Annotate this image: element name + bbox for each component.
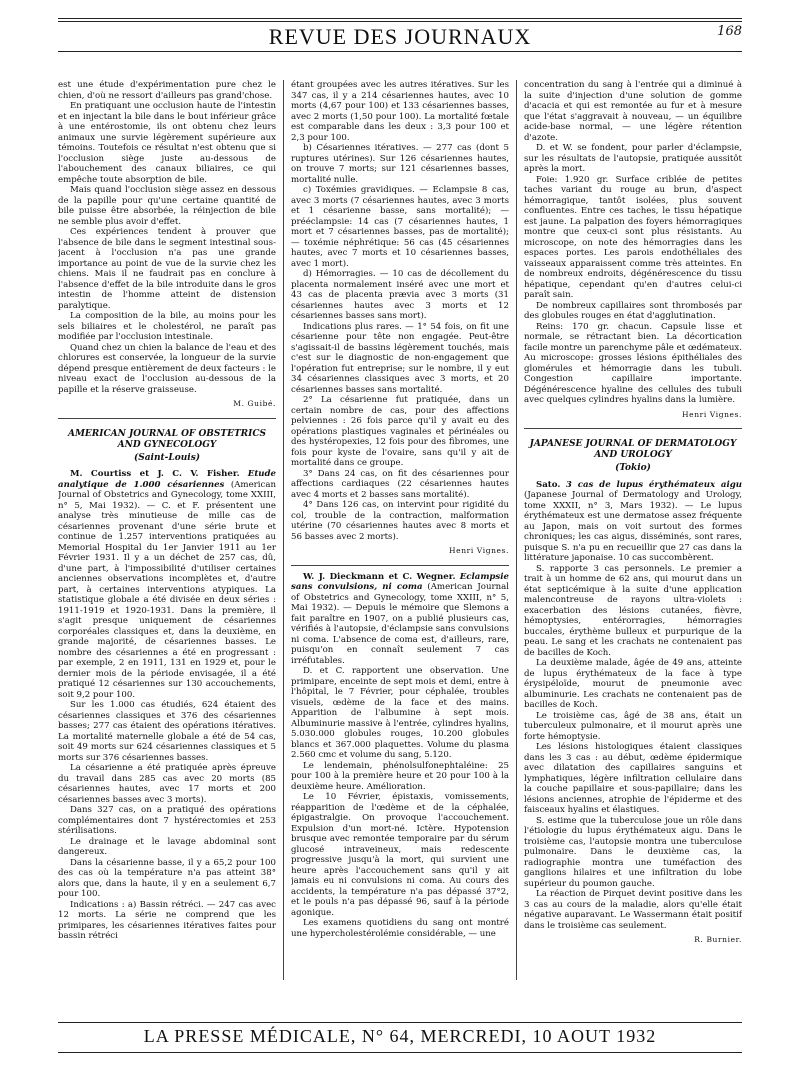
paragraph: d) Hémorragies. — 10 cas de décollement du placenta normalement inséré avec une mort et 43 cas de placenta prævia avec 3 morts (31 césariennes hautes avec 3 morts et 12 césariennes basses sans mort). bbox=[291, 269, 509, 321]
paragraph: Mais quand l'occlusion siège assez en dessous de la papille pour qu'une certaine quantité de bile puisse être absorbée, la réinjection de bile ne semble plus avoir d'effet. bbox=[58, 185, 276, 227]
author-signature: M. Guibé. bbox=[233, 399, 276, 408]
paragraph: étant groupées avec les autres itératives. Sur les 347 cas, il y a 214 césariennes hautes, avec 10 morts (4,67 pour 100) et 133 césariennes basses, avec 2 morts (1,50 pour 100). La mortalité fœtale est comparable dans les deux : 3,3 pour 100 et 2,3 pour 100. bbox=[291, 80, 509, 143]
section-separator bbox=[291, 565, 509, 566]
paragraph: Les lésions histologiques étaient classiques dans les 3 cas : au début, œdème épidermique avec dilatation des capillaires sanguins et lymphatiques, légère infiltration cellulaire dans la couche papillaire et sous-papillaire; dans les lésions anciennes, atrophie de l'épiderme et des faisceaux hyalins et élastiques. bbox=[524, 742, 742, 815]
paragraph: Dans 327 cas, on a pratiqué des opérations complémentaires dont 7 hystérectomies et 253 stérilisations. bbox=[58, 805, 276, 836]
article-intro bbox=[524, 480, 742, 564]
paragraph: Quand chez un chien la balance de l'eau et des chlorures est conservée, la longueur de la survie dépend presque entièrement de deux facteurs : le niveau exact de l'occlusion au-dessous de la papille et la réserve graisseuse. bbox=[58, 342, 276, 395]
paragraph: 3° Dans 24 cas, on fit des césariennes pour affections cardiaques (22 césariennes hautes avec 4 morts et 2 basses sans mortalité). bbox=[291, 468, 509, 500]
section-separator bbox=[524, 428, 742, 429]
paragraph: La césarienne a été pratiquée après épreuve du travail dans 285 cas avec 20 morts (85 césariennes hautes, avec 17 morts et 200 césariennes basses avec 3 morts). bbox=[58, 763, 276, 805]
footer-rule-bottom bbox=[58, 1052, 742, 1053]
footer-rule-top bbox=[58, 1022, 742, 1023]
paragraph: La réaction de Pirquet devint positive dans les 3 cas au cours de la maladie, alors qu'elle était négative auparavant. Le Wassermann était positif dans le troisième cas seulement. bbox=[524, 889, 742, 931]
author-signature: R. Burnier. bbox=[694, 935, 742, 944]
author-signature: Henri Vignes. bbox=[682, 409, 742, 419]
paragraph: b) Césariennes itératives. — 277 cas (dont 5 ruptures utérines). Sur 126 césariennes hautes, on trouve 7 morts; sur 121 césariennes basses, mortalité nulle. bbox=[291, 143, 509, 185]
page-footer bbox=[58, 1022, 742, 1056]
article-intro bbox=[291, 572, 509, 667]
article-reference: (American Journal of Obstetrics and Gynecology, tome XXIII, n° 5, Mai 1932). — C. et F. présentent une analyse très minutieuse de mille cas de césariennes provenant d'une série brute et continue de 1.257 interventions pratiquées au Memorial Hospital du 1er Janvier 1911 au 1er Février 1931. Il y a un déchet de 257 cas, dû, d'une part, à l'impossibilité d'utiliser certaines anciennes observations incomplètes et, d'autre part, à certaines interventions atypiques. La statistique globale a été divisée en deux séries : 1911-1919 et 1920-1931. Dans la première, il s'agit presque uniquement de césariennes corporéales classiques et, dans la deuxième, en grande majorité, de césariennes basses. Le nombre des césariennes a été en progressant : par exemple, 2 en 1911, 131 en 1929 et, pour le dernier mois de la période envisagée, il a été pratiqué 12 césariennes sur 130 accouchements, soit 9,2 pour 100. bbox=[58, 479, 276, 700]
column-2 bbox=[291, 80, 509, 980]
paragraph: De nombreux capillaires sont thrombosés par des globules rouges en état d'agglutination. bbox=[524, 300, 742, 321]
section-separator bbox=[58, 418, 276, 419]
column-3 bbox=[524, 80, 742, 980]
paragraph: D. et W. se fondent, pour parler d'éclampsie, sur les résultats de l'autopsie, pratiquée aussitôt après la mort. bbox=[524, 143, 742, 174]
article-intro bbox=[58, 469, 276, 700]
paragraph: Sur les 1.000 cas étudiés, 624 étaient des césariennes classiques et 376 des césariennes basses; 277 cas étaient des opérations itératives. La mortalité maternelle globale a été de 54 cas, soit 49 morts sur 624 césariennes classiques et 5 morts sur 376 césariennes basses. bbox=[58, 700, 276, 763]
paragraph: En pratiquant une occlusion haute de l'intestin et en injectant la bile dans le bout inférieur grâce à une entérostomie, ils ont obtenu chez leurs animaux une survie légèrement supérieure aux témoins. Toutefois ce résultat n'est obtenu que si l'occlusion siège juste au-dessous de l'abouchement des canaux biliaires, ce qui empêche toute absorption de bile. bbox=[58, 101, 276, 185]
paragraph: Le drainage et le lavage abdominal sont dangereux. bbox=[58, 836, 276, 857]
article-columns bbox=[58, 80, 742, 980]
article-reference: (Japanese Journal of Dermatology and Urology, tome XXXII, n° 3, Mars 1932). — Le lupus érythémateux est une dermatose assez fréquente au Japon, mais on voit surtout des formes chroniques; les cas aigus, disséminés, sont rares, puisque S. n'a pu en recueillir que 27 cas dans la littérature japonaise. 10 cas succombèrent. bbox=[524, 490, 742, 563]
article-authors: M. Courtiss et J. C. V. Fisher. bbox=[70, 469, 240, 479]
journal-heading: JAPANESE JOURNAL OF DERMATOLOGY AND UROLOGY bbox=[529, 439, 737, 460]
paragraph: 2° La césarienne fut pratiquée, dans un certain nombre de cas, pour des affections pelviennes : 26 fois parce qu'il y avait eu des opérations plastiques vaginales et périnéales ou des hystéropexies, 12 fois pour des fibromes, une fois pour kyste de l'ovaire, sans qu'il y ait de mortalité dans ce groupe. bbox=[291, 395, 509, 468]
paragraph: Indications plus rares. — 1° 54 fois, on fit une césarienne pour tête non engagée. Peut-être s'agissait-il de bassins légèrement touchés, mais c'est sur le diagnostic de non-engagement que l'opération fut entreprise; sur le nombre, il y eut 34 césariennes classiques avec 3 morts, et 20 césariennes basses sans mortalité. bbox=[291, 321, 509, 395]
column-divider-1 bbox=[283, 80, 284, 980]
paragraph: Le 10 Février, épistaxis, vomissements, réapparition de l'œdème et de la céphalée, épigastralgie. On provoque l'accouchement. Expulsion d'un mort-né. Ictère. Hypotension brusque avec remontée temporaire par du sérum glucosé intraveineux, mais redescente progressive jusqu'à la mort, qui survient une heure après l'accouchement sans qu'il y ait jamais eu ni convulsions ni coma. Au cours des accidents, la température n'a pas dépassé 37°2, et le pouls n'a pas dépassé 96, sauf à la période agonique. bbox=[291, 792, 509, 918]
article-authors: W. J. Dieckmann et C. Wegner. bbox=[303, 571, 456, 582]
article-title: Eclampsie sans convulsions, ni coma bbox=[291, 571, 509, 592]
paragraph: Les examens quotidiens du sang ont montré une hypercholestérolémie considérable, — une bbox=[291, 918, 509, 939]
paragraph: Indications : a) Bassin rétréci. — 247 cas avec 12 morts. La série ne comprend que les primipares, les césariennes itératives faites pour bassin rétréci bbox=[58, 899, 276, 941]
article-title: 3 cas de lupus érythémateux aigu bbox=[565, 479, 742, 490]
paragraph: est une étude d'expérimentation pure chez le chien, d'où ne ressort d'ailleurs pas grand'chose. bbox=[58, 80, 276, 101]
journal-section-title: REVUE DES JOURNAUX bbox=[268, 24, 532, 49]
column-1 bbox=[58, 80, 276, 980]
paragraph: Reins: 170 gr. chacun. Capsule lisse et normale, se rétractant bien. La décortication facile montre un parenchyme pâle et œdémateux. Au microscope: grosses lésions épithéliales des glomérules et hémorragie dans les tubuli. Congestion capillaire importante. Dégénérescence hyaline des cellules des tubuli avec quelques cylindres hyalins dans la lumière. bbox=[524, 321, 742, 405]
paragraph: concentration du sang à l'entrée qui a diminué à la suite d'injection d'une solution de gomme d'acacia et qui est remontée au fur et à mesure que l'état s'aggravait à nouveau, — un équilibre acide-base normal, — une légère rétention d'azote. bbox=[524, 80, 742, 143]
header-rule-top-2 bbox=[58, 21, 742, 22]
journal-city: (Tokio) bbox=[615, 463, 651, 473]
article-title: Etude analytique de 1.000 césariennes bbox=[58, 469, 276, 490]
paragraph: Foie: 1.920 gr. Surface criblée de petites taches variant du rouge au brun, d'aspect hémorragique, tantôt isolées, plus souvent confluentes. Entre ces taches, le tissu hépatique est jaune. La palpation des foyers hémorragiques montre que ceux-ci sont plus résistants. Au microscope, on note des hémorragies dans les espaces portes. Les parois endothéliales des vaisseaux apparaissent comme très atteintes. En de nombreux endroits, dégénérescence du tissu hépatique, cependant qu'en d'autres celui-ci paraît sain. bbox=[524, 174, 742, 300]
paragraph: Ces expériences tendent à prouver que l'absence de bile dans le segment intestinal sous-jacent à l'occlusion n'a pas une grande importance au point de vue de la survie chez les chiens. Mais il ne faudrait pas en conclure à l'absence d'effet de la bile introduite dans le gros intestin de l'homme atteint de distension paralytique. bbox=[58, 227, 276, 311]
paragraph: Le troisième cas, âgé de 38 ans, était un tuberculeux pulmonaire, et il mourut après une forte hémoptysie. bbox=[524, 710, 742, 742]
paragraph: Le lendemain, phénolsulfonephtaléine: 25 pour 100 à la première heure et 20 pour 100 à la deuxième heure. Amélioration. bbox=[291, 760, 509, 792]
paragraph: S. rapporte 3 cas personnels. Le premier a trait à un homme de 62 ans, qui mourut dans un état septicémique à la suite d'une application malencontreuse de rayons ultra-violets : exacerbation des lésions cutanées, fièvre, hémoptysies, entérorragies, hémorragies buccales, érythème bulleux et purpurique de la peau. Le sang et les crachats ne contenaient pas de bacilles de Koch. bbox=[524, 563, 742, 658]
page-header bbox=[58, 18, 742, 52]
article-reference: (American Journal of Obstetrics and Gynecology, tome XXIII, n° 5, Mai 1932). — Depuis le mémoire que Slemons a fait paraître en 1907, on a publié plusieurs cas, vérifiés à l'autopsie, d'éclampsie sans convulsions ni coma. L'absence de coma est, d'ailleurs, rare, puisqu'on en connaît seulement 7 cas irréfutables. bbox=[291, 582, 509, 666]
paragraph: 4° Dans 126 cas, on intervint pour rigidité du col, trouble de la contraction, malformation utérine (70 césariennes hautes avec 8 morts et 56 basses avec 2 morts). bbox=[291, 500, 509, 542]
header-rule-top bbox=[58, 18, 742, 19]
column-divider-2 bbox=[516, 80, 517, 980]
paragraph: La deuxième malade, âgée de 49 ans, atteinte de lupus érythémateux de la face à type érysipéloïde, mourut de pneumonie avec albuminurie. Les crachats ne contenaient pas de bacilles de Koch. bbox=[524, 658, 742, 710]
header-rule-bottom bbox=[58, 51, 742, 52]
paragraph: Dans la césarienne basse, il y a 65,2 pour 100 des cas où la température n'a pas atteint 38° alors que, dans la haute, il y en a seulement 6,7 pour 100. bbox=[58, 857, 276, 899]
paragraph: D. et C. rapportent une observation. Une primipare, enceinte de sept mois et demi, entre à l'hôpital, le 7 Février, pour céphalée, troubles visuels, œdème de la face et des mains. Apparition de l'albumine à sept mois. Albuminurie massive à l'entrée, cylindres hyalins, 5.030.000 globules rouges, 10.200 globules blancs et 367.000 plaquettes. Volume du plasma 2.560 cmc et volume du sang, 5.120. bbox=[291, 666, 509, 760]
paragraph: La composition de la bile, au moins pour les sels biliaires et le cholestérol, ne paraît pas modifiée par l'occlusion intestinale. bbox=[58, 311, 276, 342]
paragraph: S. estime que la tuberculose joue un rôle dans l'étiologie du lupus érythémateux aigu. Dans le troisième cas, l'autopsie montra une tuberculose pulmonaire. Dans le deuxième cas, la radiographie montra une tuméfaction des ganglions hilaires et une infiltration du lobe supérieur du poumon gauche. bbox=[524, 815, 742, 889]
article-authors: Sato. bbox=[536, 479, 561, 490]
journal-city: (Saint-Louis) bbox=[133, 452, 201, 463]
page-number: 168 bbox=[717, 24, 742, 39]
footer-publication-line: LA PRESSE MÉDICALE, N° 64, MERCREDI, 10 AOUT 1932 bbox=[143, 1026, 657, 1046]
journal-heading: AMERICAN JOURNAL OF OBSTETRICS AND GYNECOLOGY bbox=[67, 428, 266, 450]
paragraph: c) Toxémies gravidiques. — Eclampsie 8 cas, avec 3 morts (7 césariennes hautes, avec 3 morts et 1 césarienne basse, sans mortalité); — prééclampsie: 14 cas (7 césariennes hautes, 1 mort et 7 césariennes basses, pas de mortalité); — toxémie néphrétique: 56 cas (45 césariennes hautes, avec 7 morts et 10 césariennes basses, avec 1 mort). bbox=[291, 185, 509, 269]
author-signature: Henri Vignes. bbox=[449, 546, 509, 555]
